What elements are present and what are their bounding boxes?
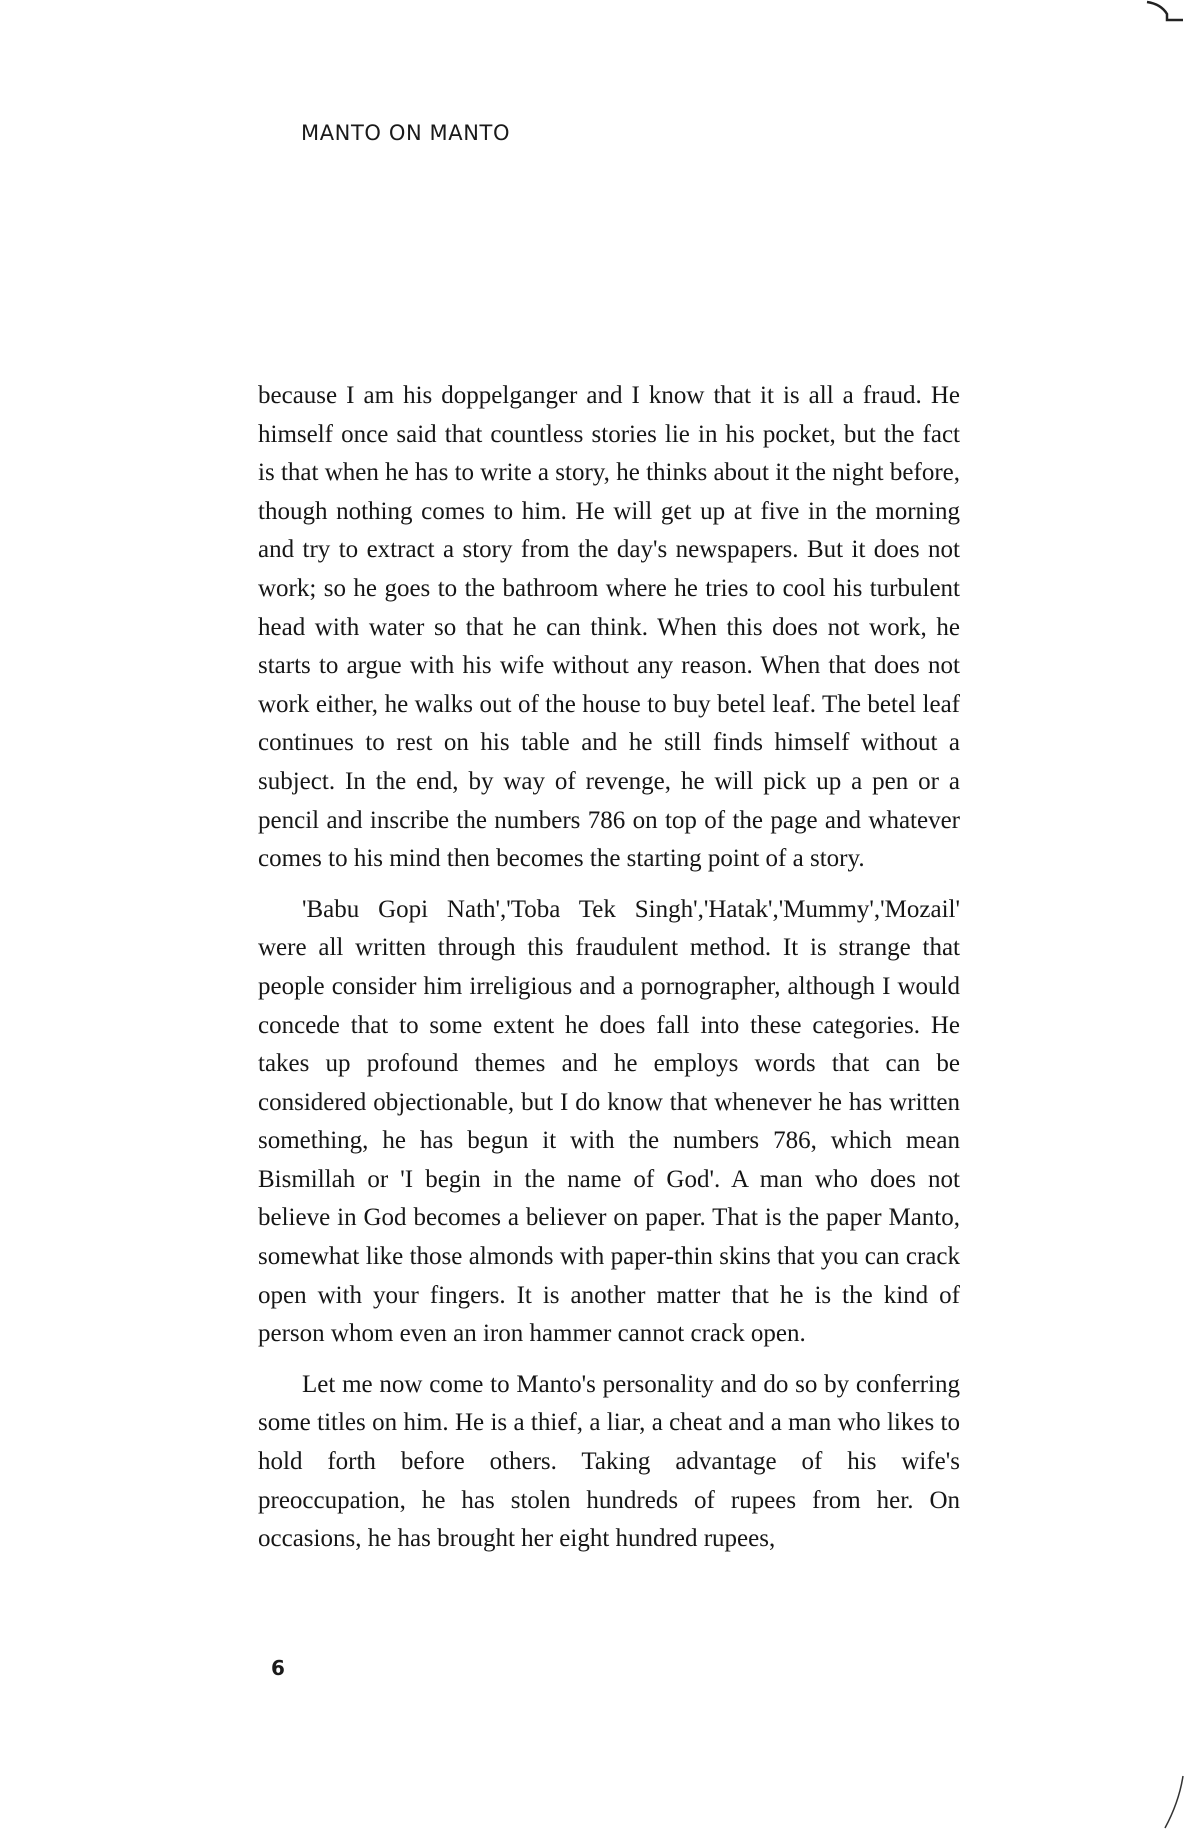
scan-corner-mark: [1145, 0, 1185, 26]
running-head: MANTO ON MANTO: [301, 121, 511, 145]
page-number: 6: [271, 1656, 285, 1680]
body-text: [258, 377, 960, 1559]
paragraph: because I am his doppelganger and I know that it is all a fraud. He himself once said that countless stories lie in his pocket, but the fact is that when he has to write a story, he thinks about it the night before, though nothing comes to him. He will get up at five in the morning and try to extract a story from the day's newspapers. But it does not work; so he goes to the bathroom where he tries to cool his turbulent head with water so that he can think. When this does not work, he starts to argue with his wife without any reason. When that does not work either, he walks out of the house to buy betel leaf. The betel leaf continues to rest on his table and he still finds himself without a subject. In the end, by way of revenge, he will pick up a pen or a pencil and inscribe the numbers 786 on top of the page and whatever comes to his mind then becomes the starting point of a story.: [258, 382, 960, 873]
paragraph: Let me now come to Manto's personality and do so by conferring some titles on him. He is a thief, a liar, a cheat and a man who likes to hold forth before others. Taking advantage of his wife's preoccupation, he has stolen hundreds of rupees from her. On occasions, he has brought her eight hundred rupees,: [258, 1370, 960, 1553]
paragraph: 'Babu Gopi Nath','Toba Tek Singh','Hatak','Mummy','Mozail' were all written through this fraudulent method. It is strange that people consider him irreligious and a pornographer, although I would concede that to some extent he does fall into these categories. He takes up profound themes and he employs words that can be considered objectionable, but I do know that whenever he has written something, he has begun it with the numbers 786, which mean Bismillah or 'I begin in the name of God'. A man who does not believe in God becomes a believer on paper. That is the paper Manto, somewhat like those almonds with paper-thin skins that you can crack open with your fingers. It is another matter that he is the kind of person whom even an iron hammer cannot crack open.: [258, 895, 960, 1348]
scan-corner-mark: [1161, 1772, 1185, 1832]
